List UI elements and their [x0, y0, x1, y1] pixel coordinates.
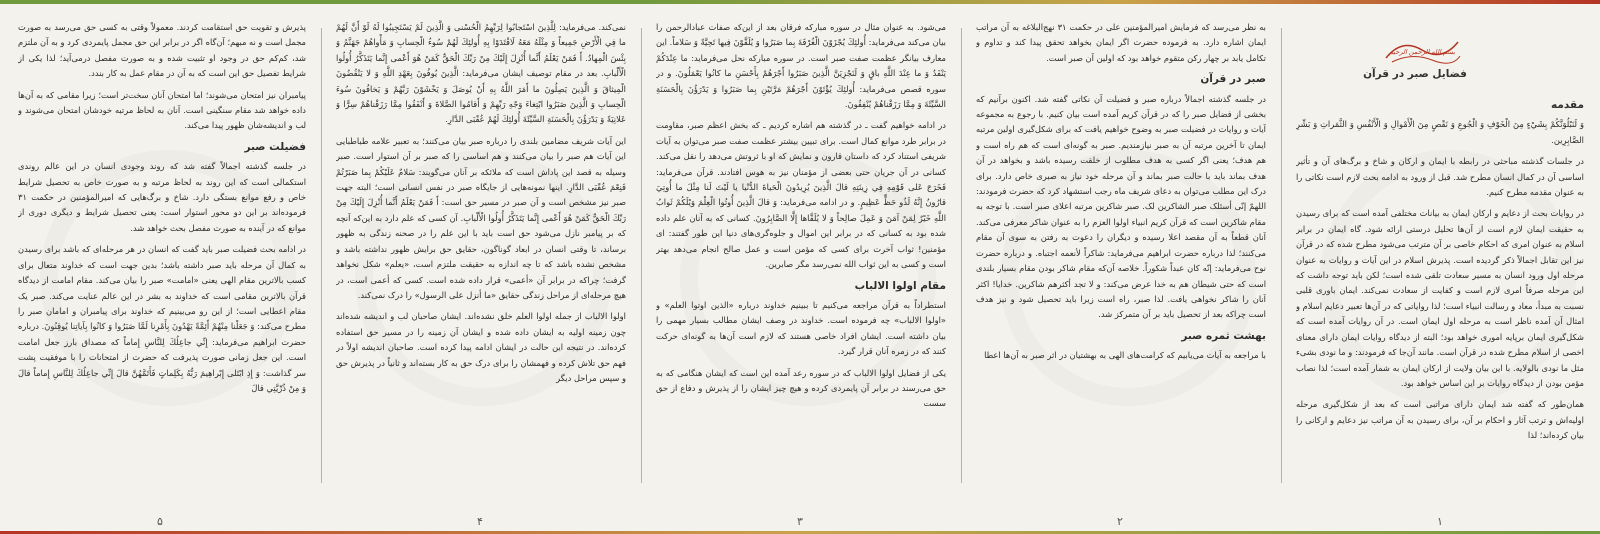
page-title: فضایل صبر در قرآن: [1363, 68, 1467, 80]
page-3-column: [656, 20, 946, 498]
paragraph: نمی‌کند. می‌فرماید: لِلَّذِينَ اسْتَجابُوا لِرَبِّهِمُ الْحُسْنى وَ الَّذِينَ لَمْ يَسْتَجِيبُوا لَهُ لَوْ أَنَّ لَهُمْ ما فِي الْأَرْضِ جَمِيعاً وَ مِثْلَهُ مَعَهُ لَافْتَدَوْا بِهِ أُولئِكَ لَهُمْ سُوءُ الْحِسابِ وَ مَأْواهُمْ جَهَنَّمُ وَ بِئْسَ الْمِهادُ. أَ فَمَنْ يَعْلَمُ أَنَّما أُنْزِلَ إِلَيْكَ مِنْ رَبِّكَ الْحَقُّ كَمَنْ هُوَ أَعْمى إِنَّما يَتَذَكَّرُ أُولُوا الْأَلْبابِ. بعد در مقام توصیف ایشان می‌فرماید: الَّذِينَ يُوفُونَ بِعَهْدِ اللَّهِ وَ لا يَنْقُضُونَ الْمِيثاقَ وَ الَّذِينَ يَصِلُونَ ما أَمَرَ اللَّهُ بِهِ أَنْ يُوصَلَ وَ يَخْشَوْنَ رَبَّهُمْ وَ يَخافُونَ سُوءَ الْحِسابِ وَ الَّذِينَ صَبَرُوا ابْتِغاءَ وَجْهِ رَبِّهِمْ وَ أَقامُوا الصَّلاةَ وَ أَنْفَقُوا مِمَّا رَزَقْناهُمْ سِرًّا وَ عَلانِيَةً وَ يَدْرَؤُنَ بِالْحَسَنَةِ السَّيِّئَةَ أُولئِكَ لَهُمْ عُقْبَى الدَّارِ.: [336, 22, 626, 125]
paragraph: در ادامه خواهیم گفت ـ در گذشته هم اشاره کردیم ـ که بخش اعظم صبر، مقاومت در برابر طرد موانع کمال است. برای تبیین بیشتر عظمت صفت صبر می‌توان به آیات شریفی استناد کرد که داستان قارون و نمایش که او با ثروتش می‌دهد را نقل می‌کند. کسانی در آن جریان حتی بعضی از مؤمنان نیز به هوس افتادند. قرآن می‌فرماید: فَخَرَجَ عَلى قَوْمِهِ فِي زِينَتِهِ قالَ الَّذِينَ يُرِيدُونَ الْحَياةَ الدُّنْيا يا لَيْتَ لَنا مِثْلَ ما أُوتِيَ قارُونُ إِنَّهُ لَذُو حَظٍّ عَظِيمٍ. و در ادامه می‌فرماید: وَ قالَ الَّذِينَ أُوتُوا الْعِلْمَ وَيْلَكُمْ ثَوابُ اللَّهِ خَيْرٌ لِمَنْ آمَنَ وَ عَمِلَ صالِحاً وَ لا يُلَقَّاها إِلَّا الصَّابِرُونَ. کسانی که به آنان علم داده شده بود به کسانی که در برابر این اموال و جلوه‌گری‌های دنیا این طور گفتند: ای مؤمنین! ثواب آخرت برای کسی که مؤمن است و عمل صالح انجام می‌دهد بهتر است و کسی به این ثواب الله نمی‌رسد مگر صابرین.: [656, 120, 946, 270]
page-number: ۵: [157, 515, 163, 528]
paragraph: همان‌طور که گفته شد ایمان دارای مراتبی است که بعد از شکل‌گیری مرحله اولیه‌اش و ترتب آثار و احکام بر آن، برای رسیدن به آن مراتب نیز دعایم و ارکانی را بیان کرده‌اند؛ لذا: [1296, 399, 1584, 441]
paragraph: پیامبران نیز امتحان می‌شوند؛ اما امتحان آنان سخت‌تر است؛ زیرا مقامی که به آن‌ها داده خواهد شد مقام سنگینی است. آنان به لحاظ مرتبه خودشان امتحان می‌شوند و لب و اندیشه‌شان ظهور پیدا می‌کند.: [18, 89, 306, 131]
page-number: ۲: [1117, 515, 1123, 528]
section-heading: فضیلت صبر: [244, 140, 306, 153]
paragraph: پذیرش و تقویت حق استقامت کردند. معمولاً وقتی به کسی حق می‌رسد به صورت مجمل است و نه مبهم؛ آن‌گاه اگر در برابر این حق مجمل پایمردی کرد و به آن ملتزم شد، کم‌کم حق در وجود او تثبیت شده و به صورت مفصل درمی‌آید؛ لذا یکی از شرایط تفصیل حق این است که به آن در مقام عمل به کار بندد.: [18, 22, 306, 79]
paragraph: استطراداً به قرآن مراجعه می‌کنیم تا ببینیم خداوند درباره «الذین اوتوا العلم» و «اولوا الالباب» چه فرموده است. خداوند در وصف ایشان مطالب بسیار مهمی را بیان داشته است. ایشان افراد خاصی هستند که لازم است آن‌ها به گونه‌ای حرکت کنند که در زمره آنان قرار گیرد.: [656, 299, 946, 357]
logo-text: بسم الله الرحمن الرحیم: [1388, 48, 1456, 56]
section-heading: بهشت ثمره صبر: [1181, 329, 1266, 342]
page-number: ۱: [1437, 515, 1443, 528]
paragraph: این آیات شریف مضامین بلندی را درباره صبر بیان می‌کنند؛ به تعبیر علامه طباطبایی این آیات هم صبر را بیان می‌کنند و هم اساسی را که صبر بر آن استوار است. صبر وسیله به قصد این پاداش است که ملائکه بر آنان می‌گویند: سَلامٌ عَلَيْكُمْ بِما صَبَرْتُمْ فَنِعْمَ عُقْبَى الدَّارِ. اینها نمونه‌هایی از جایگاه صبر در نفس انسانی است؛ البته جهت صبر نیز مشخص است و آن صبر در مسیر حق است: أَ فَمَنْ يَعْلَمُ أَنَّما أُنْزِلَ إِلَيْكَ مِنْ رَبِّكَ الْحَقُّ كَمَنْ هُوَ أَعْمى إِنَّما يَتَذَكَّرُ أُولُوا الْأَلْبابِ. آن کسی که علم دارد به این‌که آنچه که بر پیامبر نازل می‌شود حق است باید با این علم را در صحنه زندگی به ظهور برساند، تا وقتی انسان در ابعاد گوناگون، حقایق حق برایش ظهور نداشته باشد و مشخص نشده باشد که تا چه اندازه به حقیقت ملتزم است، «یعلم» شکل نخواهد گرفت؛ چراکه در برابر آن «أعمی» قرار داده شده است. کسی که أعمی است، در هیچ مرحله‌ای از مراحل زندگی حقایق «ما أنزل علی الرسول» را درک نمی‌کند.: [336, 135, 626, 300]
page-2-column: [976, 20, 1266, 498]
paragraph: می‌شود. به عنوان مثال در سوره مبارکه فرقان بعد از این‌که صفات عبادالرحمن را بیان می‌کند می‌فرماید: أُولئِكَ يُجْزَوْنَ الْغُرْفَةَ بِما صَبَرُوا وَ يُلَقَّوْنَ فِيها تَحِيَّةً وَ سَلاماً. این معارف بیانگر عظمت صفت صبر است. در سوره مبارکه نحل می‌فرماید: ما عِنْدَكُمْ يَنْفَدُ وَ ما عِنْدَ اللَّهِ باقٍ وَ لَنَجْزِيَنَّ الَّذِينَ صَبَرُوا أَجْرَهُمْ بِأَحْسَنِ ما كانُوا يَعْمَلُونَ. و در سوره قصص می‌فرماید: أُولئِكَ يُؤْتَوْنَ أَجْرَهُمْ مَرَّتَيْنِ بِما صَبَرُوا وَ يَدْرَؤُنَ بِالْحَسَنَةِ السَّيِّئَةَ وَ مِمَّا رَزَقْناهُمْ يُنْفِقُونَ.: [656, 22, 946, 110]
paragraph: در جلسه گذشته اجمالاً درباره صبر و فضیلت آن نکاتی گفته شد. اکنون برآنیم که بخشی از فضایل صبر را که در قرآن کریم آمده است بیان کنیم. با رجوع به مجموعه آیات و روایات در فضیلت صبر به وضوح خواهیم یافت که برای شکل‌گیری اولین مرتبه ایمان تا آخرین مرتبه آن به صبر نیازمندیم. صبر به گونه‌ای است که هم راه است و هم هدف؛ یعنی اگر کسی به هدف مطلوب از خلقت رسیده باشد و بخواهد در آن هدف بماند باید با حالت صبر بماند و آن مرحله خود نیاز به صبری خاص دارد. برای درک این مطلب می‌توان به دعای شریف ماه رجب استشهاد کرد که حضرت فرمودند: اللهمّ إنّی أسئلک صبر الشاکرین لک. صبر شاکرین مرتبه اعلای صبر است. با توجه به مقام شاکرین است که قرآن کریم انبیاء اولوا العزم را به عنوان شاکر معرفی می‌کند. آنان قطعاً به آن مقصد اعلا رسیده و دیگران را دعوت به رفتن به سوی آن مقام می‌کنند؛ لذا درباره حضرت ابراهیم می‌فرماید: شاکراً لأنعمه اجتباه. و درباره حضرت نوح می‌فرماید: إنّه کان عبداً شکوراً. خلاصه آن‌که مقام شاکر بودن مقام بسیار بلندی است که حتی شیطان هم به خدا عرض می‌کند: و لا تجد أکثرهم شاکرین. خدایا! اکثر آنان را شاکر نخواهی یافت. لذا صبر، راه است زیرا باید تحصیل شود و نیز هدف است چراکه بعد از تحصیل باید بر آن متمرکز شد.: [976, 93, 1266, 320]
paragraph: در جلسات گذشته مباحثی در رابطه با ایمان و ارکان و شاخ و برگ‌های آن و تأثیر اساسی آن در کمال انسان مطرح شد. قبل از ورود به ادامه بحث لازم است نکاتی را به عنوان مقدمه مطرح کنیم.: [1296, 156, 1584, 198]
bismillah-logo: [1382, 32, 1462, 66]
paragraph: وَ لَنَبْلُوَنَّكُمْ بِشَيْءٍ مِنَ الْخَوْفِ وَ الْجُوعِ وَ نَقْصٍ مِنَ الْأَمْوالِ وَ الْأَنْفُسِ وَ الثَّمَراتِ وَ بَشِّرِ الصَّابِرِين.: [1296, 119, 1584, 145]
paragraph: در روایات بحث از دعایم و ارکان ایمان به بیانات مختلفی آمده است که برای رسیدن به حقیقت ایمان لازم است از آن‌ها تحلیل درستی ارائه شود. گاه ایمان در برابر اسلام به عنوان امری که احکام خاصی بر آن مترتب می‌شود مطرح شده که در قرآن نیز این تقابل اجمالاً ذکر گردیده است. پذیرش اسلام در این آیات و روایات به عنوان مرحله اول ورود انسان به مسیر سعادت تلقی شده است؛ لکن باید توجه داشت که این مرحله صرفاً امری لازم است و کفایت از سعادت نمی‌کند. ایمان باوری قلبی نسبت به مبدأ، معاد و رسالت انبیاء است؛ لذا روایاتی که در آن‌ها تعبیر دعایم اسلام و امثال آن آمده ناظر است به مرحله اول ایمان است. در آن روایات آمده است که شکل‌گیری ایمان برپایه اموری خواهد بود؛ البته از دیدگاه روایات ایمان دارای معنای اخصی از اسلام مطرح شده در قرآن است. مانند آن‌جا که فرمودند: و ما نودی بشیء مثل ما نودی بالولایه. با این بیان ولایت از ارکان ایمان به شمار آمده است؛ لذا نصاب مؤمن بودن از دیدگاه روایات بر این اساس خواهد بود.: [1296, 208, 1584, 388]
column-divider: [1281, 28, 1282, 483]
paragraph: به نظر می‌رسد که فرمایش امیرالمؤمنین علی در حکمت ۳۱ نهج‌البلاغه به آن مراتب ایمان اشاره دارد. به فرموده حضرت اگر ایمان بخواهد تحقق پیدا کند و تداوم و تکامل یابد بر چهار رکن متقوم خواهد بود که اولین آن صبر است.: [976, 22, 1266, 63]
page-number: ۴: [477, 515, 483, 528]
paragraph: در ادامه بحث فضیلت صبر باید گفت که انسان در هر مرحله‌ای که باشد برای رسیدن به کمال آن مرحله باید صبر داشته باشد؛ بدین جهت است که خداوند متعال برای کسب بالاترین مقام الهی یعنی «امامت» صبر را بیان می‌کند. مقام امامت از دیدگاه قرآن بالاترین مقامی است که خداوند به بشر در این عالم عنایت می‌کند. صبر یک مقام اعطایی است؛ از این رو می‌بینیم که خداوند برای پیامبران و امامان صبر را مطرح می‌کند: وَ جَعَلْنا مِنْهُمْ أَئِمَّةً يَهْدُونَ بِأَمْرِنا لَمَّا صَبَرُوا وَ كانُوا بِآياتِنا يُوقِنُونَ. درباره حضرت ابراهیم می‌فرماید: إِنِّي جاعِلُكَ لِلنَّاسِ إِماماً که مصداق بارز جعل امامت است. این جعل زمانی صورت پذیرفت که حضرت از امتحانات را با موفقیت پشت سر گذاشت: وَ إِذِ ابْتَلى إِبْراهِيمَ رَبُّهُ بِكَلِماتٍ فَأَتَمَّهُنَّ قالَ إِنِّي جاعِلُكَ لِلنَّاسِ إِماماً قالَ وَ مِنْ ذُرِّيَّتِي قالَ: [18, 244, 306, 393]
page-number: ۳: [797, 515, 803, 528]
paragraph: در جلسه گذشته اجمالاً گفته شد که روند وجودی انسان در این عالم روندی استکمالی است که این روند به لحاظ مرتبه و به صورت خاص به تحصیل شرایط خاص و رفع موانع بستگی دارد. شاخ و برگ‌هایی که امیرالمؤمنین در حکمت ۳۱ فرموده‌اند بر این دو محور استوار است: یعنی تحصیل شرایط و دیگری دوری از موانع که در آینده به صورت مفصل بحث خواهد شد.: [18, 161, 306, 233]
page-5-column: [18, 20, 306, 498]
column-divider: [961, 28, 962, 483]
section-heading: صبر در قرآن: [1200, 73, 1266, 86]
paragraph: با مراجعه به آیات می‌یابیم که کرامت‌های الهی به بهشتیان در اثر صبر به آن‌ها اعطا: [984, 350, 1266, 361]
column-divider: [321, 28, 322, 483]
page-4-column: [336, 20, 626, 498]
paragraph: اولوا الالباب از جمله اولوا العلم خلق نشده‌اند. ایشان صاحبان لب و اندیشه شده‌اند چون زمینه اولیه به ایشان داده شده و ایشان آن زمینه را در مسیر حق استفاده کرده‌اند. در نتیجه این حالت در ایشان ادامه پیدا کرده است. صاحبان اندیشه اولاً در فهم حق تلاش کرده و فهمشان را برای درک حق به کار بسته‌اند و ثانیاً در پذیرش حق و سپس مراحل دیگر: [336, 311, 626, 383]
section-heading: مقام اولوا الالباب: [854, 279, 946, 292]
column-divider: [641, 28, 642, 483]
paragraph: یکی از فضایل اولوا الالباب که در سوره رعد آمده این است که ایشان هنگامی که به حق می‌رسند در برابر آن پایمردی کرده و هیچ چیز ایشان را از پذیرش و دفاع از حق سست: [656, 367, 946, 409]
section-heading: مقدمه: [1551, 99, 1584, 111]
page-1-column: [1296, 92, 1584, 498]
top-accent-line: [0, 0, 1600, 4]
